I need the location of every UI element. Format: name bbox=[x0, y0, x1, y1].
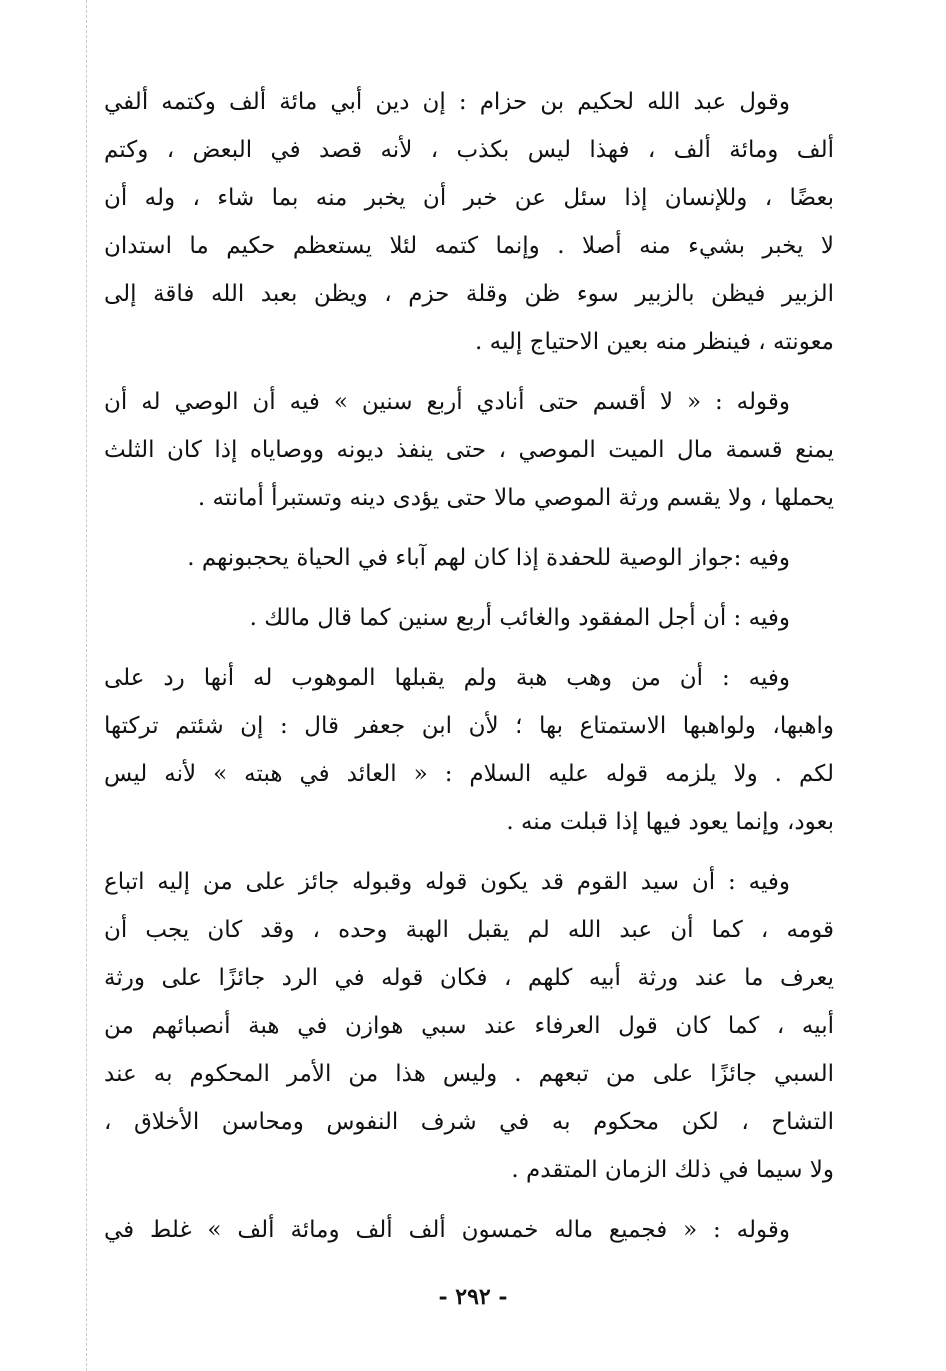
text-line: لا يخبر بشيء منه أصلا . وإنما كتمه لئلا يستعظم حكيم ما استدان bbox=[104, 233, 834, 259]
text-line: قومه ، كما أن عبد الله لم يقبل الهبة وحده ، وقد كان يجب أن bbox=[104, 917, 834, 943]
text-line: معونته ، فينظر منه بعين الاحتياج إليه . bbox=[475, 329, 834, 355]
text-line: ألف ومائة ألف ، فهذا ليس بكذب ، لأنه قصد في البعض ، وكتم bbox=[104, 137, 834, 163]
text-line: يحملها ، ولا يقسم ورثة الموصي مالا حتى يؤدى دينه وتستبرأ أمانته . bbox=[197, 485, 834, 511]
scan-edge-line bbox=[86, 0, 87, 1371]
paragraph bbox=[104, 534, 834, 582]
paragraph bbox=[104, 858, 834, 1194]
paragraph-gap bbox=[104, 582, 834, 594]
text-line: وفيه : أن سيد القوم قد يكون قوله وقبوله جائز على من إليه اتباع bbox=[104, 869, 790, 895]
text-line: وفيه :جواز الوصية للحفدة إذا كان لهم آباء في الحياة يحجبونهم . bbox=[187, 545, 790, 571]
paragraph bbox=[104, 594, 834, 642]
text-line: الزبير فيظن بالزبير سوء ظن وقلة حزم ، ويظن بعبد الله فاقة إلى bbox=[104, 281, 834, 307]
paragraph-gap bbox=[104, 366, 834, 378]
text-line: السبي جائزًا على من تبعهم . وليس هذا من الأمر المحكوم به عند bbox=[104, 1061, 834, 1087]
paragraph-gap bbox=[104, 846, 834, 858]
text-line: بعضًا ، وللإنسان إذا سئل عن خبر أن يخبر منه بما شاء ، وله أن bbox=[104, 185, 834, 211]
text-line: وفيه : أن أجل المفقود والغائب أربع سنين كما قال مالك . bbox=[249, 605, 790, 631]
text-line: وقوله : « لا أقسم حتى أنادي أربع سنين » فيه أن الوصي له أن bbox=[104, 389, 790, 415]
paragraph-gap bbox=[104, 522, 834, 534]
paragraph bbox=[104, 1206, 834, 1254]
paragraph bbox=[104, 654, 834, 846]
text-line: وقوله : « فجميع ماله خمسون ألف ألف ومائة ألف » غلط في bbox=[104, 1217, 790, 1243]
text-line: وقول عبد الله لحكيم بن حزام : إن دين أبي مائة ألف وكتمه ألفي bbox=[104, 89, 790, 115]
paragraph bbox=[104, 78, 834, 366]
text-line: يمنع قسمة مال الميت الموصي ، حتى ينفذ ديونه ووصاياه إذا كان الثلث bbox=[104, 437, 834, 463]
text-line: لكم . ولا يلزمه قوله عليه السلام : « العائد في هبته » لأنه ليس bbox=[104, 761, 834, 787]
text-line: بعود، وإنما يعود فيها إذا قبلت منه . bbox=[506, 809, 834, 835]
page-number: - ٢٩٢ - bbox=[438, 1284, 508, 1310]
text-line: واهبها، ولواهبها الاستمتاع بها ؛ لأن ابن جعفر قال : إن شئتم تركتها bbox=[104, 713, 834, 739]
page-body-text bbox=[104, 78, 834, 1254]
text-line: وفيه : أن من وهب هبة ولم يقبلها الموهوب له أنها رد على bbox=[104, 665, 790, 691]
text-line: أبيه ، كما كان قول العرفاء عند سبي هوازن في هبة أنصبائهم من bbox=[104, 1013, 834, 1039]
text-line: يعرف ما عند ورثة أبيه كلهم ، فكان قوله في الرد جائزًا على ورثة bbox=[104, 965, 834, 991]
text-line: التشاح ، لكن محكوم به في شرف النفوس ومحاسن الأخلاق ، bbox=[104, 1109, 834, 1135]
paragraph bbox=[104, 378, 834, 522]
text-line: ولا سيما في ذلك الزمان المتقدم . bbox=[511, 1157, 834, 1183]
paragraph-gap bbox=[104, 1194, 834, 1206]
paragraph-gap bbox=[104, 642, 834, 654]
